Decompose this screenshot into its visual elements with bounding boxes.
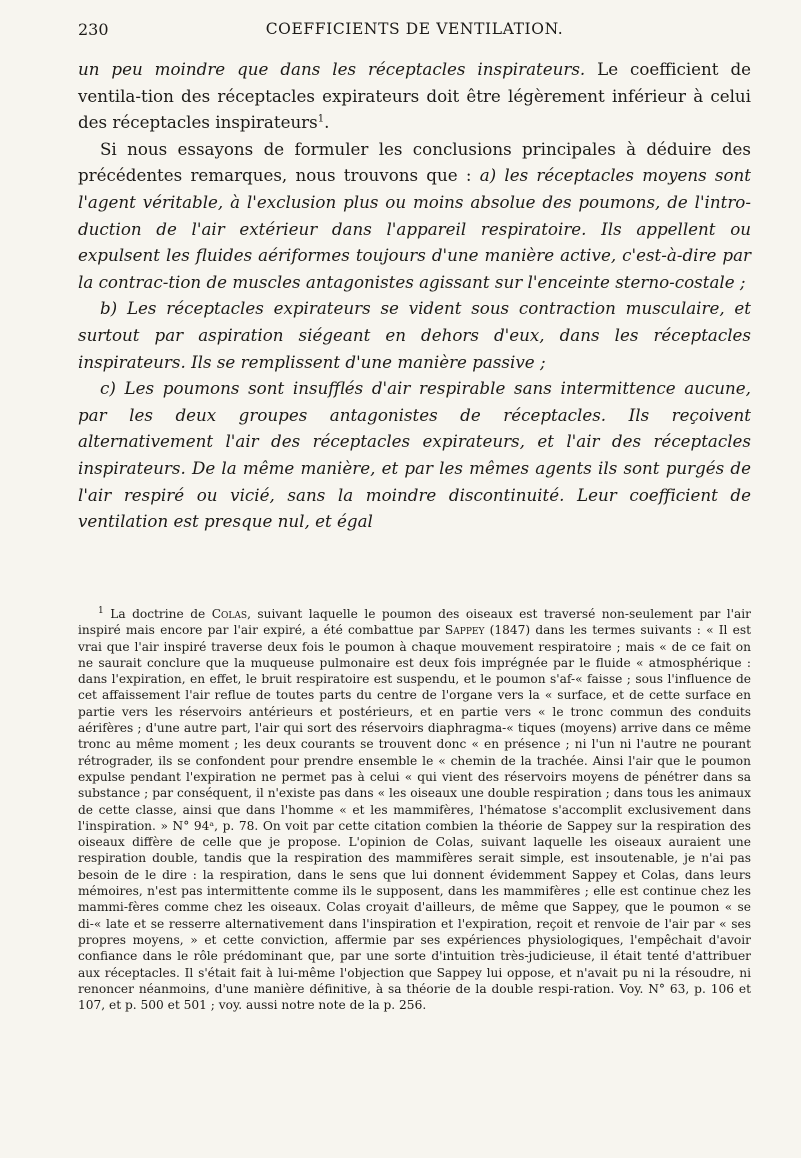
italic-text: a) [479, 165, 497, 186]
text-run: . [324, 112, 330, 133]
page-header [78, 20, 751, 44]
italic-text: b) Les réceptacles expirateurs se vident sous contraction musculaire, et surtout par aspiration siégeant en dehors d'eux, dans les réceptacles inspirateurs. Ils se remplissent d'une manière passive ; [78, 298, 751, 372]
footnote [78, 606, 751, 1013]
paragraph [78, 295, 751, 375]
paragraph [78, 56, 751, 136]
footnote-paragraph [78, 606, 751, 1013]
author-name: Sappey [444, 623, 485, 638]
footnote-ref: 1 [317, 113, 325, 125]
italic-text: les réceptacles moyens sont l'agent véritable, à l'exclusion plus ou moins absolue des poumons, de l'intro-duction de l'air extérieur dans l'appareil respiratoire. Ils appellent ou expulsent les fluides aériformes toujours d'une manière active, c'est-à-dire par la contrac-tion de muscles antagonistes agissant sur l'enceinte sterno-costale ; [78, 165, 751, 292]
running-head: COEFFICIENTS DE VENTILATION. [265, 20, 564, 38]
main-text [78, 56, 751, 535]
text-run: La doctrine de [103, 607, 212, 621]
paragraph [78, 375, 751, 535]
author-name: Colas [211, 607, 248, 621]
italic-text: un peu moindre que dans les réceptacles inspirateurs. [78, 59, 586, 79]
footnote-number: 1 [98, 605, 104, 616]
text-run: Si nous essayons de formuler les conclusions principales à déduire des précédentes remarques, nous trouvons que : [78, 138, 751, 186]
text-run: , suivant laquelle le poumon des oiseaux est traversé non-seulement par l'air inspiré mais encore par l'air expiré, a été combattue par [78, 607, 751, 638]
text-run: (1847) dans les termes suivants : « Il est vrai que l'air inspiré traverse deux fois le poumon à chaque mouvement respiratoire ; mais « de ce fait on ne saurait conclure que la muqueuse pulmonaire est deux fois imprégnée par le fluide « atmosphérique : dans l'expiration, en effet, le bruit respiratoire est suspendu, et le poumon s'af-« faisse ; sous l'influence de cet affaissement l'air reflue de toutes parts du centre de l'organe vers la « surface, et de cette surface en partie vers les réservoirs antérieurs et postérieurs, et en partie vers « le tronc commun des conduits aérifères ; d'une autre part, l'air qui sort des réservoirs diaphragma-« tiques (moyens) arrive dans ce même tronc au même moment ; les deux courants se trouvent donc « en présence ; ni l'un ni l'autre ne pourant rétrograder, ils se confondent pour prendre ensemble le « chemin de la trachée. Ainsi l'air que le poumon expulse pendant l'expiration ne permet pas à celui « qui vient des réservoirs moyens de pénétrer dans sa substance ; par conséquent, il n'existe pas dans « les oiseaux une double respiration ; dans tous les animaux de cette classe, ainsi que dans l'homme « et les mammifères, l'hématose s'accomplit exclusivement dans l'inspiration. » N° 94ᵃ, p. 78. On voit par cette citation combien la théorie de Sappey sur la respiration des oiseaux diffère de celle que je propose. L'opinion de Colas, suivant laquelle les oiseaux auraient une respiration double, tandis que la respiration des mammifères serait simple, est insoutenable, je n'ai pas besoin de le dire : la respiration, dans le sens que lui donnent évidemment Sappey et Colas, dans leurs mémoires, n'est pas intermittente comme ils le supposent, dans les mammifères ; elle est continue chez les mammi-fères comme chez les oiseaux. Colas croyait d'ailleurs, de même que Sappey, que le poumon « se di-« late et se resserre alternativement dans l'inspiration et l'expiration, reçoit et renvoie de l'air par « ses propres moyens, » et cette conviction, affermie par ses expériences physiologiques, l'empêchait d'avoir confiance dans le rôle prédominant que, par une sorte d'intuition très-judicieuse, il était tenté d'attribuer aux réceptacles. Il s'était fait à lui-même l'objection que Sappey lui oppose, et n'avait pu ni la résoudre, ni renoncer néanmoins, d'une manière définitive, à sa théorie de la double respi-ration. Voy. N° 63, p. 106 et 107, et p. 500 et 501 ; voy. aussi notre note de la p. 256. [78, 623, 751, 1013]
paragraph [78, 136, 751, 296]
italic-text: c) Les poumons sont insufflés d'air respirable sans intermittence aucune, par les deux groupes antagonistes de réceptacles. Ils reçoivent alternativement l'air des réceptacles expirateurs, et l'air des réceptacles inspirateurs. De la même manière, et par les mêmes agents ils sont purgés de l'air respiré ou vicié, sans la moindre discontinuité. Leur coefficient de ventilation est presque nul, et égal [78, 378, 751, 532]
text-run: Le coefficient de ventila-tion des réceptacles expirateurs doit être légèrement inférieur à celui des réceptacles inspirateurs [78, 59, 752, 133]
page-number: 230 [78, 20, 109, 39]
